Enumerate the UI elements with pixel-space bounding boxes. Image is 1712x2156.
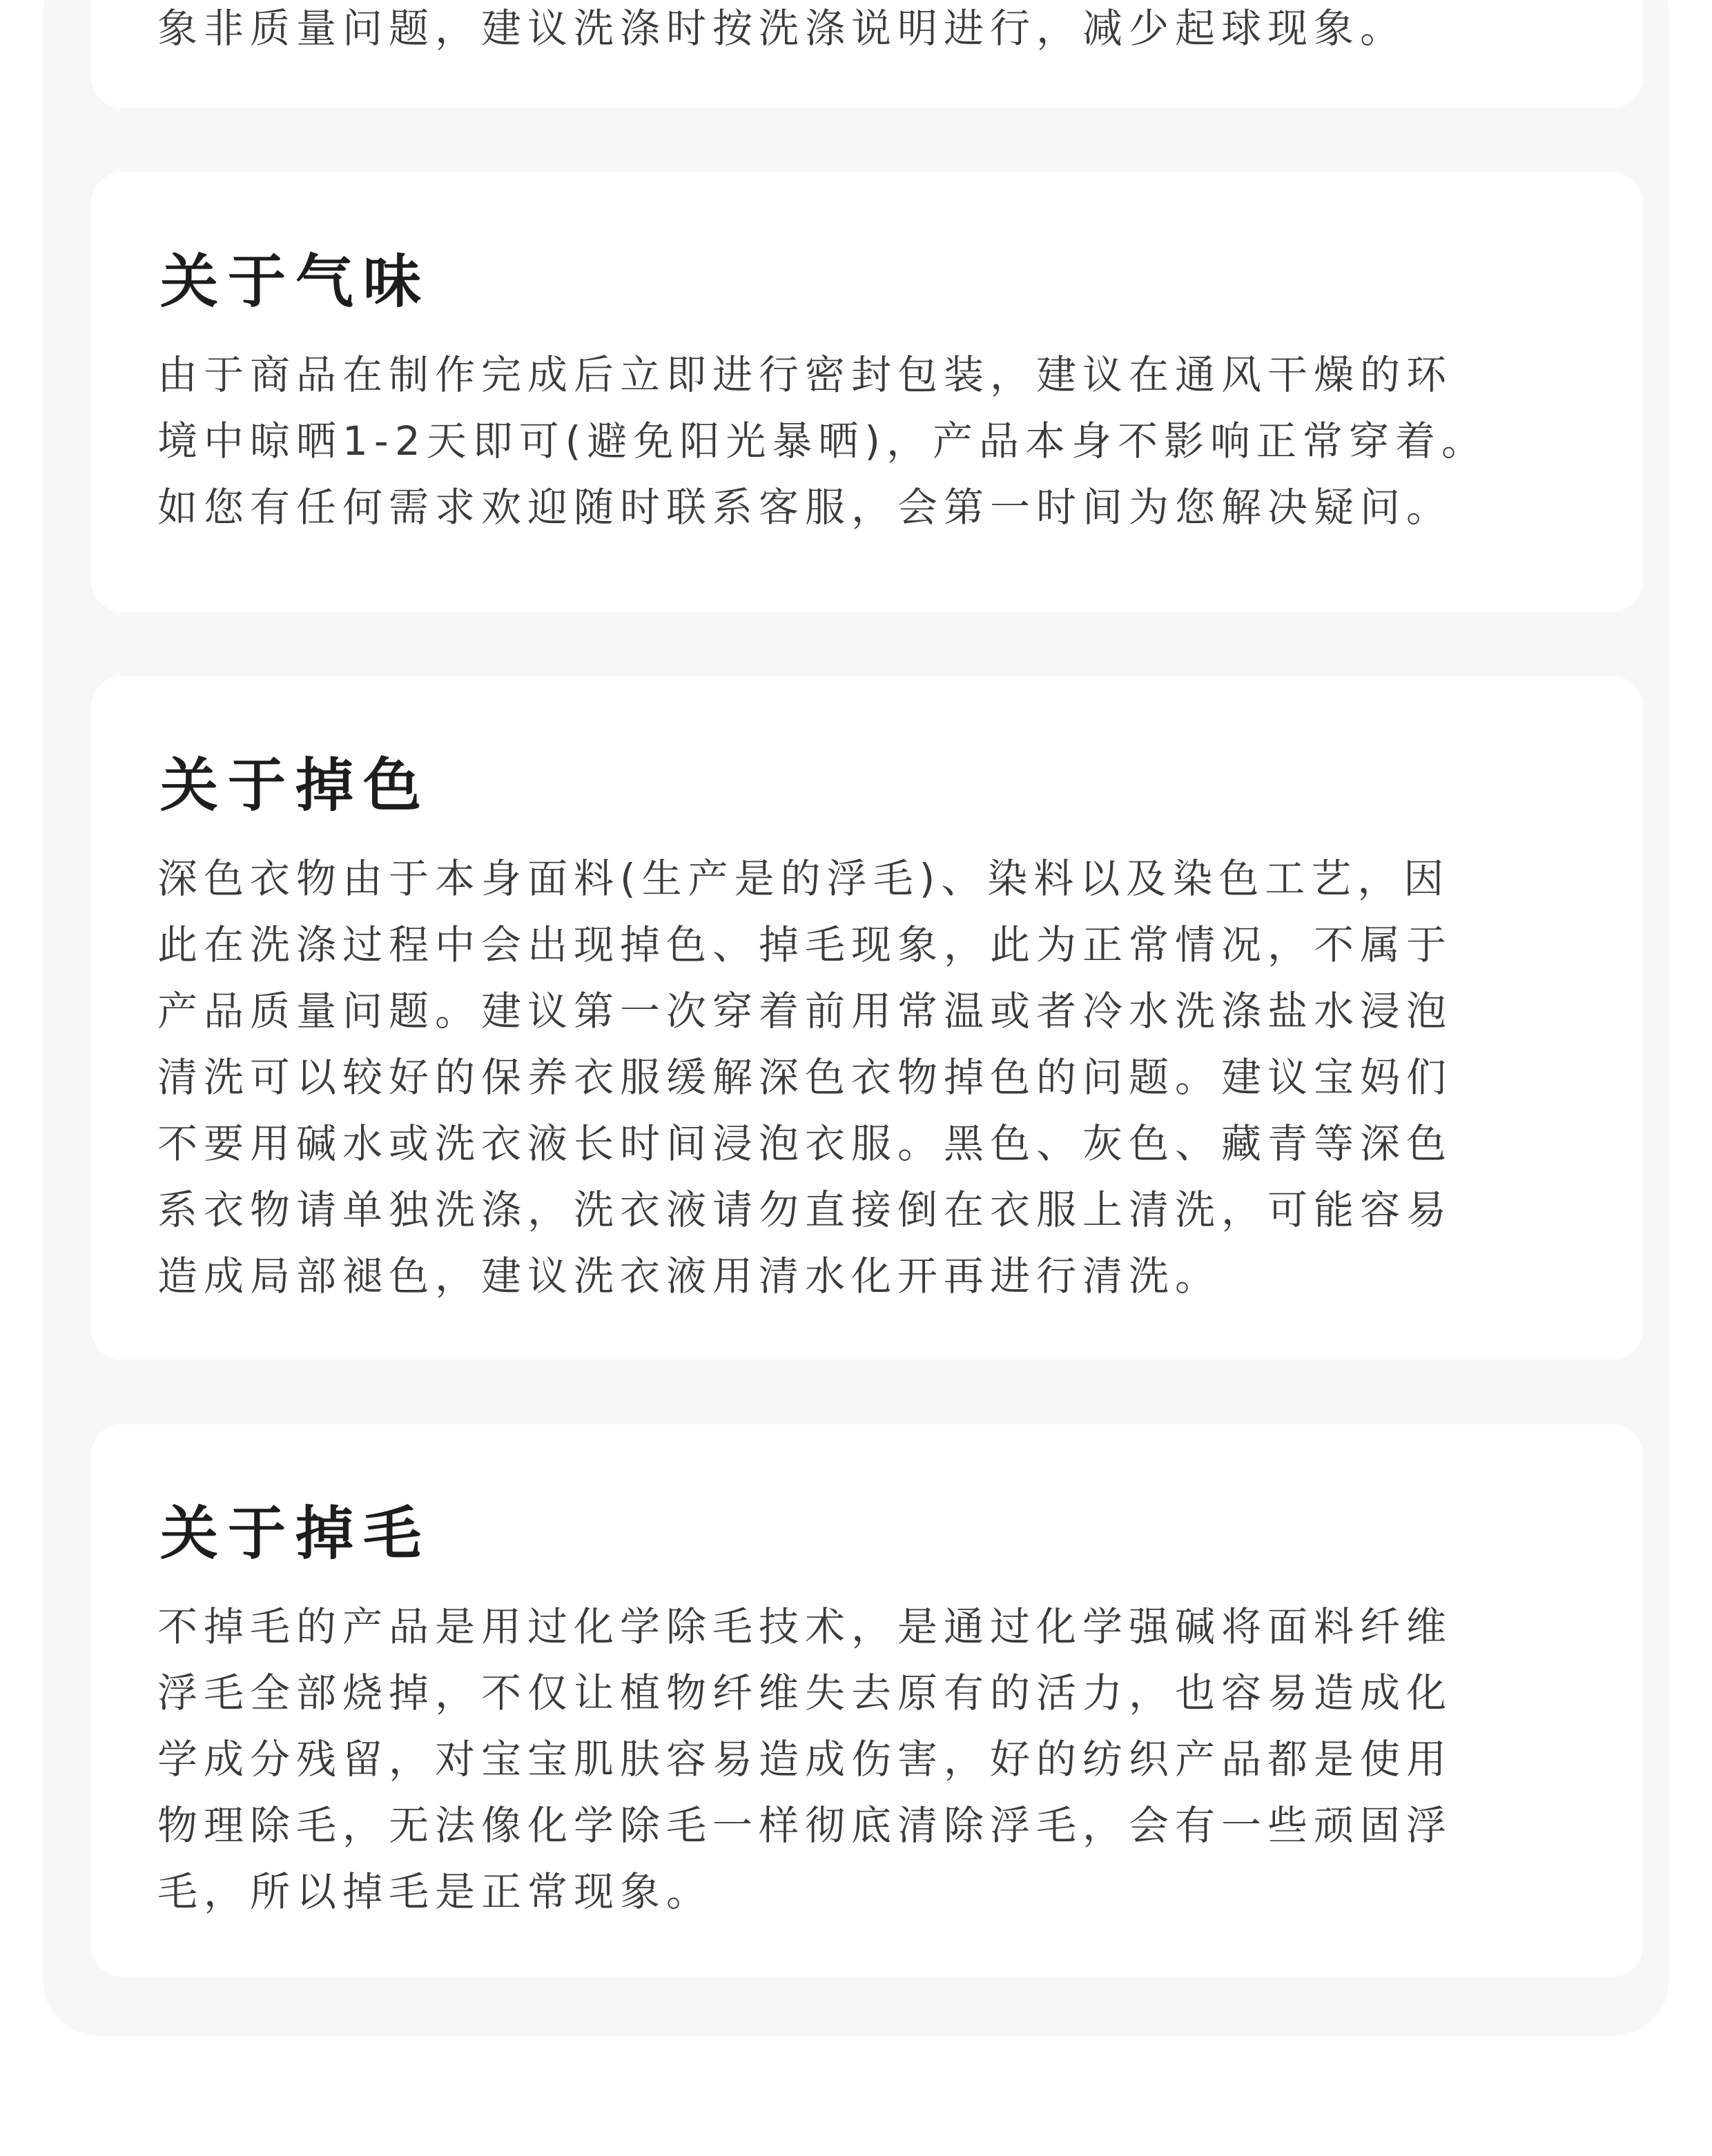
care-card-shedding: [91, 1424, 1643, 1977]
care-card-pilling: [91, 0, 1643, 108]
card-text-line: 清洗可以较好的保养衣服缓解深色衣物掉色的问题。建议宝妈们: [157, 1054, 1453, 1101]
card-text-line: 深色衣物由于本身面料(生产是的浮毛)、染料以及染色工艺，因: [157, 855, 1450, 902]
card-text-line: 物理除毛，无法像化学除毛一样彻底清除浮毛，会有一些顽固浮: [157, 1802, 1453, 1849]
card-title: 关于掉毛: [160, 1500, 431, 1567]
card-title: 关于掉色: [160, 752, 431, 819]
card-text-line: 此在洗涤过程中会出现掉色、掉毛现象，此为正常情况，不属于: [157, 921, 1453, 968]
card-text-line: 产品质量问题。建议第一次穿着前用常温或者冷水洗涤盐水浸泡: [157, 988, 1453, 1035]
care-card-fading: [91, 676, 1643, 1360]
card-text-line: 境中晾晒1-2天即可(避免阳光暴晒)，产品本身不影响正常穿着。: [157, 418, 1488, 464]
card-text-line: 浮毛全部烧掉，不仅让植物纤维失去原有的活力，也容易造成化: [157, 1669, 1453, 1716]
card-text-line: 如您有任何需求欢迎随时联系客服，会第一时间为您解决疑问。: [157, 484, 1453, 531]
card-title: 关于气味: [160, 248, 431, 315]
card-text-line: 毛，所以掉毛是正常现象。: [157, 1868, 713, 1915]
card-text-line: 系衣物请单独洗涤，洗衣液请勿直接倒在衣服上清洗，可能容易: [157, 1186, 1453, 1233]
care-card-odor: [91, 173, 1643, 611]
card-text-line: 不掉毛的产品是用过化学除毛技术，是通过化学强碱将面料纤维: [157, 1603, 1453, 1650]
card-text-line: 由于商品在制作完成后立即进行密封包装，建议在通风干燥的环: [157, 351, 1453, 398]
card-text-line: 学成分残留，对宝宝肌肤容易造成伤害，好的纺织产品都是使用: [157, 1736, 1453, 1783]
card-text-line: 不要用碱水或洗衣液长时间浸泡衣服。黑色、灰色、藏青等深色: [157, 1120, 1453, 1167]
card-text-line: 象非质量问题，建议洗涤时按洗涤说明进行，减少起球现象。: [157, 5, 1407, 52]
card-text-line: 造成局部褪色，建议洗衣液用清水化开再进行清洗。: [157, 1253, 1222, 1300]
